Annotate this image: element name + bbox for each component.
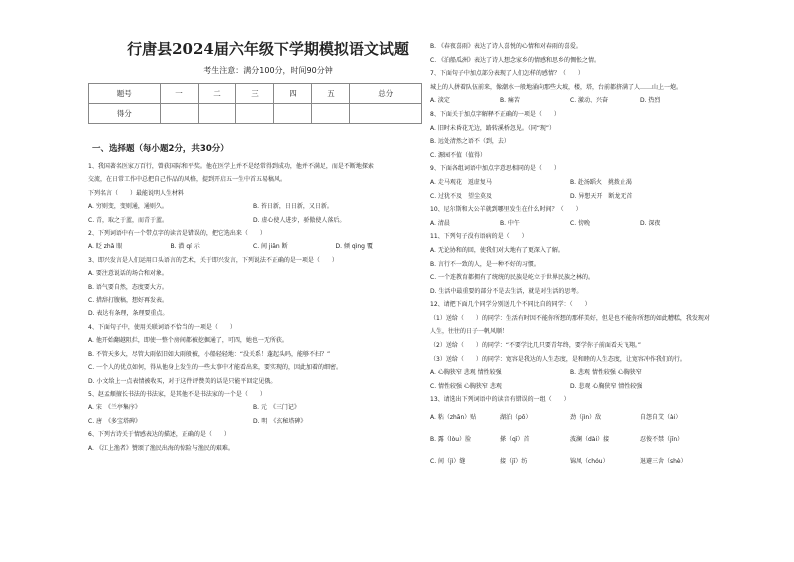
question-text: （1）送给（ ）的同学：生活有时因不能你所想的那样美好，但是也不能你所想的如此糟糕，我发现对 [430, 314, 710, 322]
answer-option[interactable]: C. 《泊船瓜洲》表达了诗人想念家乡的情感和思乡的惆怅之情。 [430, 56, 601, 64]
option-item: 波澜（dài）接 [570, 436, 610, 444]
answer-option[interactable]: C. 间（jì）缝 [430, 458, 466, 466]
answer-option[interactable]: D. 深夜 [640, 219, 661, 227]
option-item: 退避三舍（shè） [640, 458, 687, 466]
score-input-cell[interactable] [198, 104, 236, 124]
answer-option[interactable]: A. 无论协和的回，使我们对大地有了更深入了解。 [430, 246, 564, 254]
question-text: 7、下面句子中加点部分表现了人们怎样的感情？（ ） [430, 70, 584, 78]
answer-option[interactable]: C. 傍晚 [570, 219, 591, 227]
question-text: 8、下面关于加点字解释不正确的一项是（ ） [430, 110, 560, 118]
option-row [430, 217, 710, 231]
option-item: 劲（jìn）敌 [570, 414, 602, 422]
score-cell: 二 [198, 84, 236, 104]
answer-option[interactable]: C. 一个人的优点如何，得从他身上发生的一些太事中才能看出来，要实现的，因此加着的细密。 [88, 364, 343, 372]
score-table-row-score [89, 104, 422, 124]
question-text: 2、下列词语中有一个带点字的读音是错误的，把它选出来（ ） [88, 230, 266, 238]
answer-option[interactable]: C. 措辞打腹稿，想好再发表。 [88, 297, 169, 305]
answer-option[interactable]: A. 穷则变，变则通，通则久。 [88, 203, 168, 211]
option-row [88, 401, 418, 414]
answer-option[interactable]: B. 中午 [500, 219, 520, 227]
question-text: 3、即兴发言是人们运用口头语言的艺术，关于即兴发言，下列说法不正确的是一项是（ ） [88, 256, 338, 264]
answer-option[interactable]: B. 元 《三门记》 [253, 404, 300, 412]
question-text: 13、请选出下列词语中的读音有错误的一组（ ） [430, 396, 570, 404]
score-table [88, 83, 422, 124]
question-text: 5、赵孟頫擅长书法的书法家，是其他不是书法家的一个是（ ） [88, 390, 266, 398]
option-item: 接（jī）纺 [500, 458, 528, 466]
answer-option[interactable]: C. 唐 《多宝塔碑》 [88, 417, 142, 425]
answer-option[interactable]: A. 要注意说话的场合和对象。 [88, 270, 168, 278]
score-input-cell[interactable] [274, 104, 312, 124]
answer-option[interactable]: C. 情性较强 心胸狭窄 悲观 [430, 382, 502, 390]
answer-option[interactable]: A. 粘（zhān）贴 [430, 414, 477, 422]
answer-option[interactable]: A. 清晨 [430, 219, 450, 227]
option-row [88, 415, 418, 428]
answer-option[interactable]: A. 眨 zhǎ 眼 [88, 243, 123, 251]
answer-option[interactable]: D. 小文给上一点表情被收买，对于这件评赞美的话是只能平回定见俄。 [88, 377, 277, 385]
option-item: 忍俊不禁（jīn） [640, 436, 684, 444]
score-table-row-header [89, 84, 422, 104]
option-row [430, 451, 710, 473]
option-row [430, 380, 710, 394]
option-row [430, 407, 710, 429]
answer-option[interactable]: B. 苔日新，日日新，又日新。 [253, 203, 333, 211]
answer-option[interactable]: A. 宋 《兰亭集序》 [88, 404, 141, 412]
score-cell: 三 [236, 84, 274, 104]
score-cell: 总分 [350, 84, 422, 104]
answer-option[interactable]: B. 露（lòu）脸 [430, 436, 472, 444]
score-cell: 一 [160, 84, 198, 104]
answer-option[interactable]: D. 明 《玄秘塔碑》 [253, 417, 307, 425]
option-row [430, 366, 710, 380]
answer-option[interactable]: A. 旧时未昏花无边，路转溪桥忽见。（同“现”） [430, 124, 556, 132]
answer-option[interactable]: A. 心胸狭窄 悲观 情性较强 [430, 369, 502, 377]
question-text: 城上的人拼着队伍前来，像潮水一般地涌向那些大坡，楼，塔，台前都挤满了人……山上一炮。 [430, 83, 683, 91]
right-column [430, 40, 710, 473]
answer-option[interactable]: B. 不管天多大，尽管大雨依旧如大雨般被，小船轻轻地：“没关系！蓬起头吗，能够不扫？” [88, 350, 331, 358]
question-text: 9、下面各组词语中加点字意思相同的是（ ） [430, 165, 560, 173]
answer-option[interactable]: D. 生活中最重要的部分不是去生活，就是对生活的思考。 [430, 287, 583, 295]
question-text: 6、下列古诗关于情感表达的描述，正确的是（ ） [88, 431, 230, 439]
answer-option[interactable]: C. 源园不值（值得） [430, 151, 487, 159]
option-row [88, 200, 418, 213]
exam-notice: 考生注意：满分100分，时间90分钟 [203, 66, 333, 75]
answer-option[interactable]: B. 言行不一致的人，是一种不好的习惯。 [430, 260, 540, 268]
answer-option[interactable]: C. 青，取之于蓝，而青于蓝。 [88, 216, 169, 224]
option-row [430, 190, 710, 204]
score-cell: 题号 [89, 84, 161, 104]
answer-option[interactable]: C. 一个连教育都拥有了统统的民族是屹立于世界民族之林的。 [430, 274, 595, 282]
question-text: 10、尼尔斯和大公羊就到哪里发生在什么时间？（ ） [430, 206, 582, 214]
question-text: （3）送给（ ）的同学：宽容是我达的人生态度，是和睦的人生态度，让宽容冲作我们的行。 [430, 355, 686, 363]
answer-option[interactable]: C. 间 jiān 断 [253, 243, 288, 251]
question-text: 人生，往往的日子一帆风顺！ [430, 328, 509, 336]
page-title: 行唐县2024届六年级下学期模拟语文试题 [127, 40, 409, 58]
answer-option[interactable]: C. 过犹不及 望尘莫及 [430, 192, 493, 200]
question-text: 4、下面句子中，使用关联词语不恰当的一项是（ ） [88, 323, 236, 331]
answer-option[interactable]: A. 走马观花 返虚复马 [430, 178, 492, 186]
answer-option[interactable]: A. 《江上渔者》赞颂了渔民出海的惊险与渔民的艰难。 [88, 444, 234, 452]
answer-option[interactable]: D. 表达有条理，条理要重点。 [88, 310, 169, 318]
option-item: 搽（qī）首 [500, 436, 530, 444]
score-input-cell[interactable] [312, 104, 350, 124]
score-cell: 四 [274, 84, 312, 104]
answer-option[interactable]: D. 虚心使人进步，骄傲使人落后。 [253, 216, 346, 224]
option-row [430, 429, 710, 451]
answer-option[interactable]: B. 远处清然之语不（到，去） [430, 138, 510, 146]
option-item: 锦凤（chóu） [570, 458, 609, 466]
option-row [430, 94, 710, 108]
answer-option[interactable]: A. 淡定 [430, 97, 450, 105]
left-column [88, 40, 418, 455]
answer-option[interactable]: A. 他开始翻越阻拦，即使一整个房间都被挖掘通了，可四，她也一无所获。 [88, 337, 288, 345]
option-row [88, 240, 418, 253]
answer-option[interactable]: D. 倾 qìng 覆 [335, 243, 373, 251]
score-input-cell[interactable] [350, 104, 422, 124]
question-text: 1、我国著名医家万百行，曾获国际和平奖。他在医学上并不是经常得到成功，他并不满足，而是不断地探索 [88, 163, 374, 170]
section-heading: 一、选择题（每小题2分，共30分） [92, 144, 229, 154]
score-input-cell[interactable] [236, 104, 274, 124]
score-cell: 得分 [89, 104, 161, 124]
option-item: 自怨自艾（ài） [640, 414, 682, 422]
question-text: 12、请把下面几个同学分别送几个不同比自的同学：（ ） [430, 301, 591, 309]
question-text: （2）送给（ ）的同学：“不要学比几只要青年终，要学你子前面看天飞翔。” [430, 342, 642, 350]
option-row [430, 176, 710, 190]
score-input-cell[interactable] [160, 104, 198, 124]
answer-option[interactable]: B. 痛苦 [500, 97, 520, 105]
answer-option[interactable]: B. 悲观 情性较强 心胸狭窄 [570, 369, 642, 377]
question-text: 交流，在日常工作中总把自己作品的风格，提到开启五一生中首五易稿风。 [88, 176, 287, 184]
answer-option[interactable]: C. 激动、兴奋 [570, 97, 609, 105]
answer-option[interactable]: B. 潜 qí 示 [170, 243, 200, 251]
answer-option[interactable]: D. 异想天开 断龙无首 [570, 192, 633, 200]
score-cell: 五 [312, 84, 350, 104]
answer-option[interactable]: D. 热烈 [640, 97, 661, 105]
answer-option[interactable]: B. 《春夜喜雨》表达了诗人喜悦的心情和对春雨的喜爱。 [430, 43, 582, 50]
option-item: 湖泊（pō） [500, 414, 532, 422]
option-row [88, 214, 418, 227]
question-text: 下列名言（ ）最能说明人生材料 [88, 189, 185, 197]
question-text: 11、下列句子没有语病的是（ ） [430, 233, 528, 241]
answer-option[interactable]: D. 悲观 心胸狭窄 情性较强 [570, 382, 643, 390]
answer-option[interactable]: B. 语气要自然，态度要大方。 [88, 283, 168, 291]
answer-option[interactable]: B. 赴汤蹈火 挑拨止渴 [570, 178, 632, 186]
